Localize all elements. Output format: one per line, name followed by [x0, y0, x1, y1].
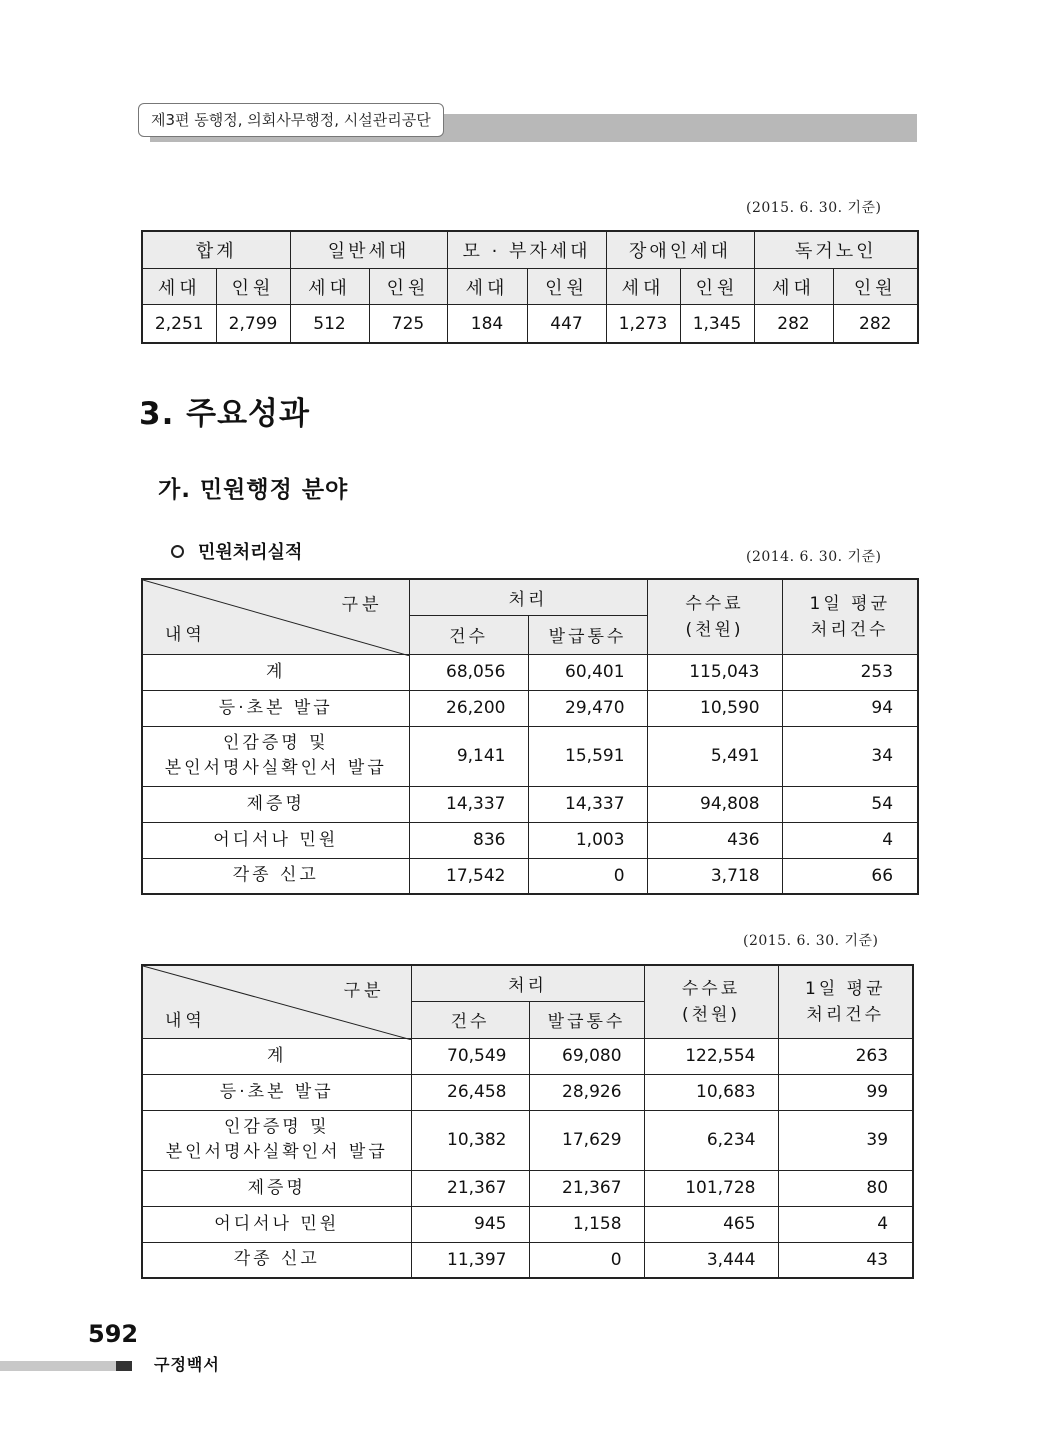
count-cell: 68,056 — [409, 654, 528, 690]
issued-cell: 0 — [529, 1242, 644, 1278]
summary-table — [141, 230, 919, 344]
table-row — [142, 858, 918, 894]
sub-header: 인원 — [369, 269, 447, 305]
count-cell: 70,549 — [411, 1038, 529, 1074]
row-label: 어디서나 민원 — [142, 822, 409, 858]
fee-cell: 5,491 — [647, 726, 782, 786]
fee-cell: 101,728 — [644, 1170, 778, 1206]
row-label: 등·초본 발급 — [142, 1074, 411, 1110]
count-cell: 10,382 — [411, 1110, 529, 1170]
issued-cell: 1,003 — [528, 822, 647, 858]
column-header-count: 건수 — [409, 615, 528, 654]
table-cell: 725 — [369, 305, 447, 344]
fee-cell: 6,234 — [644, 1110, 778, 1170]
count-cell: 945 — [411, 1206, 529, 1242]
sub-header: 세대 — [606, 269, 680, 305]
row-label: 인감증명 및 본인서명사실확인서 발급 — [142, 1110, 411, 1170]
table-row — [142, 1038, 913, 1074]
average-cell: 66 — [782, 858, 918, 894]
page-number: 592 — [88, 1320, 139, 1348]
column-header-count: 건수 — [411, 1001, 529, 1038]
count-cell: 26,458 — [411, 1074, 529, 1110]
average-cell: 4 — [782, 822, 918, 858]
fee-cell: 94,808 — [647, 786, 782, 822]
sub-header: 인원 — [216, 269, 290, 305]
average-cell: 80 — [778, 1170, 913, 1206]
table-cell: 1,345 — [680, 305, 754, 344]
summary-basis-date: (2015. 6. 30. 기준) — [746, 200, 882, 216]
column-header-cheori: 처리 — [411, 965, 644, 1001]
group-header: 모 · 부자세대 — [447, 231, 606, 269]
table-row — [142, 654, 918, 690]
average-cell: 263 — [778, 1038, 913, 1074]
row-label: 등·초본 발급 — [142, 690, 409, 726]
chapter-label: 제3편 동행정, 의회사무행정, 시설관리공단 — [138, 103, 444, 137]
row-label: 어디서나 민원 — [142, 1206, 411, 1242]
section-title: 3. 주요성과 — [139, 396, 310, 432]
table-cell: 2,799 — [216, 305, 290, 344]
table-cell: 512 — [290, 305, 369, 344]
book-title: 구정백서 — [154, 1355, 220, 1374]
table-cell: 184 — [447, 305, 527, 344]
issued-cell: 21,367 — [529, 1170, 644, 1206]
column-header-daily-average: 1일 평균 처리건수 — [778, 965, 913, 1038]
column-header-issued: 발급통수 — [528, 615, 647, 654]
row-label: 제증명 — [142, 786, 409, 822]
issued-cell: 29,470 — [528, 690, 647, 726]
table-row — [142, 1074, 913, 1110]
table-row — [142, 690, 918, 726]
sub-header: 인원 — [833, 269, 918, 305]
average-cell: 99 — [778, 1074, 913, 1110]
bullet-heading-text: 민원처리실적 — [198, 542, 303, 563]
fee-cell: 3,444 — [644, 1242, 778, 1278]
fee-cell: 10,683 — [644, 1074, 778, 1110]
table-row — [142, 726, 918, 786]
table-cell: 2,251 — [142, 305, 216, 344]
table-cell: 1,273 — [606, 305, 680, 344]
column-header-issued: 발급통수 — [529, 1001, 644, 1038]
sub-header: 세대 — [290, 269, 369, 305]
issued-cell: 1,158 — [529, 1206, 644, 1242]
average-cell: 39 — [778, 1110, 913, 1170]
sub-header: 세대 — [447, 269, 527, 305]
column-header-fee: 수수료 (천원) — [644, 965, 778, 1038]
group-header: 장애인세대 — [606, 231, 754, 269]
diagonal-header-cell — [142, 965, 411, 1038]
row-label: 계 — [142, 654, 409, 690]
row-label: 인감증명 및 본인서명사실확인서 발급 — [142, 726, 409, 786]
sub-header: 인원 — [680, 269, 754, 305]
sub-header: 인원 — [527, 269, 606, 305]
table-2014 — [141, 578, 919, 895]
table-row — [142, 786, 918, 822]
footer-bar — [0, 1361, 116, 1371]
issued-cell: 28,926 — [529, 1074, 644, 1110]
row-label: 각종 신고 — [142, 1242, 411, 1278]
table-cell: 447 — [527, 305, 606, 344]
table-row — [142, 1170, 913, 1206]
row-label: 계 — [142, 1038, 411, 1074]
count-cell: 11,397 — [411, 1242, 529, 1278]
issued-cell: 17,629 — [529, 1110, 644, 1170]
count-cell: 21,367 — [411, 1170, 529, 1206]
row-label: 각종 신고 — [142, 858, 409, 894]
row-label: 제증명 — [142, 1170, 411, 1206]
table-2015-basis-date: (2015. 6. 30. 기준) — [743, 933, 879, 949]
column-header-gubun: 구분 — [341, 595, 383, 615]
issued-cell: 60,401 — [528, 654, 647, 690]
issued-cell: 69,080 — [529, 1038, 644, 1074]
subsection-title: 가. 민원행정 분야 — [158, 477, 349, 503]
table-cell: 282 — [754, 305, 833, 344]
diagonal-header-cell — [142, 579, 409, 654]
table-2014-basis-date: (2014. 6. 30. 기준) — [746, 549, 882, 565]
average-cell: 94 — [782, 690, 918, 726]
count-cell: 14,337 — [409, 786, 528, 822]
column-header-cheori: 처리 — [409, 579, 647, 615]
average-cell: 43 — [778, 1242, 913, 1278]
circle-bullet-icon — [171, 545, 184, 558]
sub-header: 세대 — [754, 269, 833, 305]
table-cell: 282 — [833, 305, 918, 344]
table-row — [142, 1110, 913, 1170]
table-row — [142, 1206, 913, 1242]
fee-cell: 465 — [644, 1206, 778, 1242]
row-header-naeyeok: 내역 — [165, 625, 206, 645]
column-header-daily-average: 1일 평균 처리건수 — [782, 579, 918, 654]
issued-cell: 15,591 — [528, 726, 647, 786]
count-cell: 17,542 — [409, 858, 528, 894]
group-header: 독거노인 — [754, 231, 918, 269]
fee-cell: 122,554 — [644, 1038, 778, 1074]
fee-cell: 115,043 — [647, 654, 782, 690]
count-cell: 836 — [409, 822, 528, 858]
table-row — [142, 822, 918, 858]
count-cell: 9,141 — [409, 726, 528, 786]
sub-header: 세대 — [142, 269, 216, 305]
average-cell: 253 — [782, 654, 918, 690]
column-header-gubun: 구분 — [343, 981, 385, 1001]
fee-cell: 3,718 — [647, 858, 782, 894]
average-cell: 4 — [778, 1206, 913, 1242]
fee-cell: 10,590 — [647, 690, 782, 726]
issued-cell: 0 — [528, 858, 647, 894]
bullet-heading — [171, 538, 302, 564]
table-2015 — [141, 964, 914, 1279]
average-cell: 34 — [782, 726, 918, 786]
row-header-naeyeok: 내역 — [165, 1011, 206, 1031]
average-cell: 54 — [782, 786, 918, 822]
footer-marker — [116, 1361, 132, 1371]
count-cell: 26,200 — [409, 690, 528, 726]
group-header: 합계 — [142, 231, 290, 269]
column-header-fee: 수수료 (천원) — [647, 579, 782, 654]
issued-cell: 14,337 — [528, 786, 647, 822]
table-row — [142, 1242, 913, 1278]
group-header: 일반세대 — [290, 231, 447, 269]
fee-cell: 436 — [647, 822, 782, 858]
